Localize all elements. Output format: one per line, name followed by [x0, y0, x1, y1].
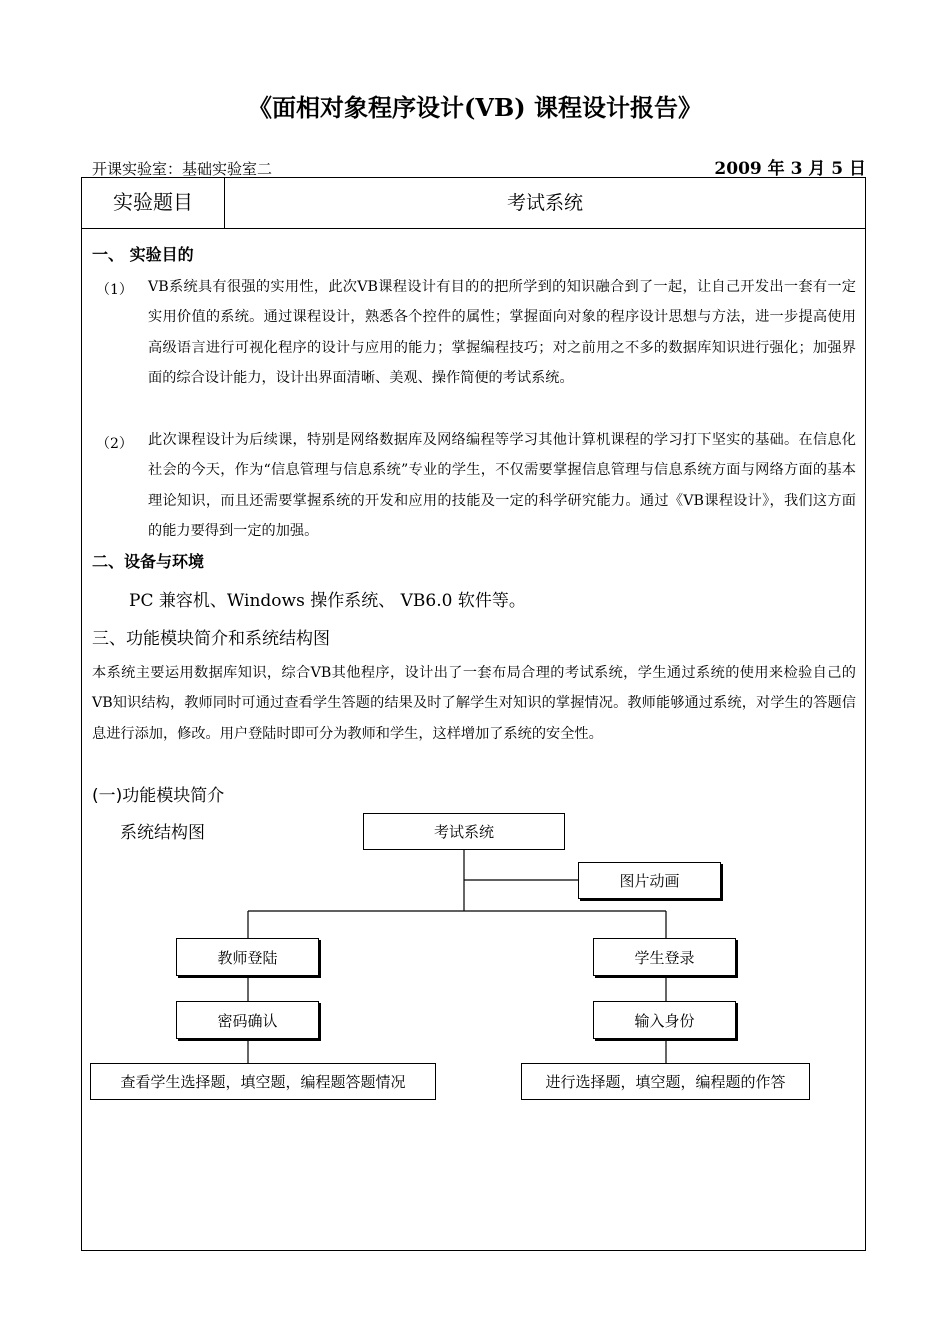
section3-heading: 三、功能模块简介和系统结构图 [92, 629, 330, 649]
diagram-student-answer-node: 进行选择题，填空题，编程题的作答 [521, 1063, 810, 1100]
item2-number: （2） [96, 436, 133, 452]
section3-text: 本系统主要运用数据库知识，综合VB其他程序，设计出了一套布局合理的考试系统，学生通过系统的使用来检验自己的VB知识结构，教师同时可通过查看学生答题的结果及时了解学生对知识的掌握情况。教师能够通过系统，对学生的答题信息进行添加，修改。用户登陆时即可分为教师和学生，这样增加了系统的安全性。 [92, 665, 856, 742]
diagram-animation-node: 图片动画 [578, 862, 721, 899]
diagram-root-node: 考试系统 [363, 813, 565, 850]
item2-text: 此次课程设计为后续课，特别是网络数据库及网络编程等学习其他计算机课程的学习打下坚实的基础。在信息化社会的今天，作为“信息管理与信息系统”专业的学生，不仅需要掌握信息管理与信息系统方面与网络方面的基本理论知识，而且还需要掌握系统的开发和应用的技能及一定的科学研究能力。通过《VB课程设计》，我们这方面的能力要得到一定的加强。 [148, 432, 856, 539]
module-intro-heading: (一)功能模块简介 [92, 786, 225, 806]
item1-text: VB系统具有很强的实用性，此次VB课程设计有目的的把所学到的知识融合到了一起，让自己开发出一套有一定实用价值的系统。通过课程设计，熟悉各个控件的属性；掌握面向对象的程序设计思想与方法，进一步提高使用高级语言进行可视化程序的设计与应用的能力；掌握编程技巧；对之前用之不多的数据库知识进行强化；加强界面的综合设计能力，设计出界面清晰、美观、操作简便的考试系统。 [148, 279, 856, 386]
diagram-teacher-login-node: 教师登陆 [176, 938, 319, 976]
diagram-identity-node: 输入身份 [593, 1001, 736, 1039]
document-title: 《面相对象程序设计(VB) 课程设计报告》 [248, 93, 702, 122]
diagram-caption: 系统结构图 [120, 823, 205, 843]
report-date: 2009 年 3 月 5 日 [714, 159, 866, 179]
lab-name: 开课实验室：基础实验室二 [92, 160, 273, 178]
diagram-teacher-view-node: 查看学生选择题，填空题，编程题答题情况 [90, 1063, 436, 1100]
section1-heading: 一、 实验目的 [92, 245, 194, 264]
experiment-topic-value: 考试系统 [506, 192, 583, 214]
section2-heading: 二、设备与环境 [92, 552, 205, 571]
experiment-topic-label: 实验题目 [113, 190, 193, 214]
environment-text: PC 兼容机、Windows 操作系统、 VB6.0 软件等。 [129, 591, 526, 611]
diagram-password-node: 密码确认 [176, 1001, 319, 1039]
diagram-student-login-node: 学生登录 [593, 938, 736, 976]
item1-number: （1） [96, 282, 133, 298]
